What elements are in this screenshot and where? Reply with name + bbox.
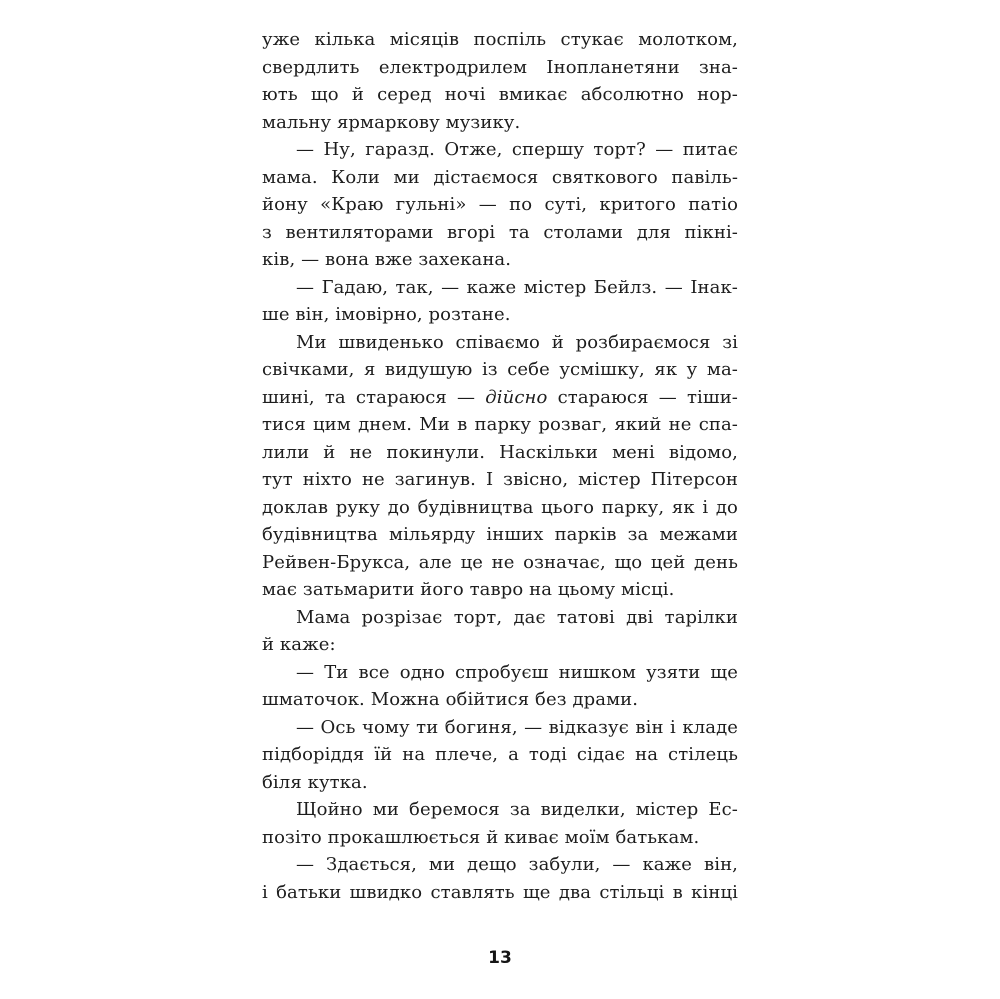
paragraph [262, 329, 738, 604]
text-line [262, 26, 738, 54]
text-line [262, 466, 738, 494]
text-segment: свічками, я видушую із себе усмішку, як у ма- [262, 359, 738, 380]
text-segment: — Гадаю, так, — каже містер Бейлз. — Інак- [296, 276, 738, 298]
text-line [262, 411, 738, 439]
text-line [262, 686, 738, 714]
text-line [262, 796, 738, 824]
text-line [262, 549, 738, 577]
text-line [262, 769, 738, 797]
text-segment: свердлить електродрилем Інопланетяни зна- [262, 56, 738, 78]
text-line [262, 54, 738, 82]
text-segment: будівництва мільярду інших парків за межами [262, 524, 738, 545]
text-line [262, 384, 738, 412]
text-segment: з вентиляторами вгорі та столами для пікні- [262, 221, 738, 243]
text-line [262, 879, 738, 907]
text-segment: уже кілька місяців поспіль стукає молотком, [262, 29, 738, 50]
text-line [262, 191, 738, 219]
text-line [262, 329, 738, 357]
paragraph [262, 604, 738, 659]
text-segment: Щойно ми беремося за виделки, містер Ес- [296, 799, 738, 820]
text-line [262, 219, 738, 247]
text-line [262, 274, 738, 302]
paragraph [262, 659, 738, 714]
text-line [262, 494, 738, 522]
text-segment: — Ти все одно спробуєш нишком узяти ще [296, 661, 738, 683]
paragraph [262, 796, 738, 851]
text-segment: має затьмарити його тавро на цьому місці. [262, 579, 675, 600]
text-segment: і батьки швидко ставлять ще два стільці в кінці [262, 881, 738, 903]
text-segment: — Ось чому ти богиня, — відказує він і кладе [296, 716, 738, 738]
text-segment: підборіддя їй на плече, а тоді сідає на стілець [262, 744, 738, 765]
text-line [262, 604, 738, 632]
text-segment: тут ніхто не загинув. І звісно, містер Пітерсон [262, 469, 738, 490]
text-line [262, 81, 738, 109]
text-line [262, 631, 738, 659]
text-line [262, 659, 738, 687]
text-segment: Мама розрізає торт, дає татові дві тарілки [296, 606, 738, 628]
text-line [262, 521, 738, 549]
text-segment: стараюся — тіши- [547, 386, 738, 408]
text-segment: йону «Краю гульні» — по суті, критого патіо [262, 194, 738, 215]
page-number: 13 [488, 948, 512, 968]
text-line [262, 714, 738, 742]
paragraph [262, 274, 738, 329]
paragraph [262, 136, 738, 274]
text-line [262, 109, 738, 137]
text-line [262, 301, 738, 329]
text-segment: шині, та стараюся — [262, 386, 486, 408]
text-line [262, 824, 738, 852]
paragraph [262, 714, 738, 797]
text-segment: Рейвен-Брукса, але це не означає, що цей день [262, 551, 738, 573]
text-segment: тися цим днем. Ми в парку розваг, який не спа- [262, 414, 738, 435]
text-segment: біля кутка. [262, 771, 368, 793]
text-segment: — Здається, ми дещо забули, — каже він, [296, 854, 738, 875]
text-segment: ють що й серед ночі вмикає абсолютно нор- [262, 84, 738, 105]
text-line [262, 576, 738, 604]
text-segment: Ми швиденько співаємо й розбираємося зі [296, 331, 738, 353]
paragraph [262, 26, 738, 136]
text-segment: лили й не покинули. Наскільки мені відомо, [262, 441, 738, 463]
text-segment: мама. Коли ми дістаємося святкового павіль- [262, 166, 738, 188]
paragraph [262, 851, 738, 906]
italic-text: дійсно [485, 386, 548, 408]
text-segment: мальну ярмаркову музику. [262, 111, 521, 133]
text-line [262, 851, 738, 879]
text-line [262, 439, 738, 467]
text-line [262, 136, 738, 164]
text-segment: й каже: [262, 634, 336, 655]
text-line [262, 356, 738, 384]
text-line [262, 246, 738, 274]
text-line [262, 164, 738, 192]
text-line [262, 741, 738, 769]
page-text [262, 26, 738, 906]
text-segment: шматочок. Можна обійтися без драми. [262, 689, 639, 710]
text-segment: ків, — вона вже захекана. [262, 249, 512, 270]
text-segment: позіто прокашлюється й киває моїм батькам. [262, 826, 700, 848]
text-segment: — Ну, гаразд. Отже, спершу торт? — питає [296, 139, 738, 160]
text-segment: доклав руку до будівництва цього парку, як і до [262, 496, 738, 518]
text-segment: ше він, імовірно, розтане. [262, 304, 511, 325]
